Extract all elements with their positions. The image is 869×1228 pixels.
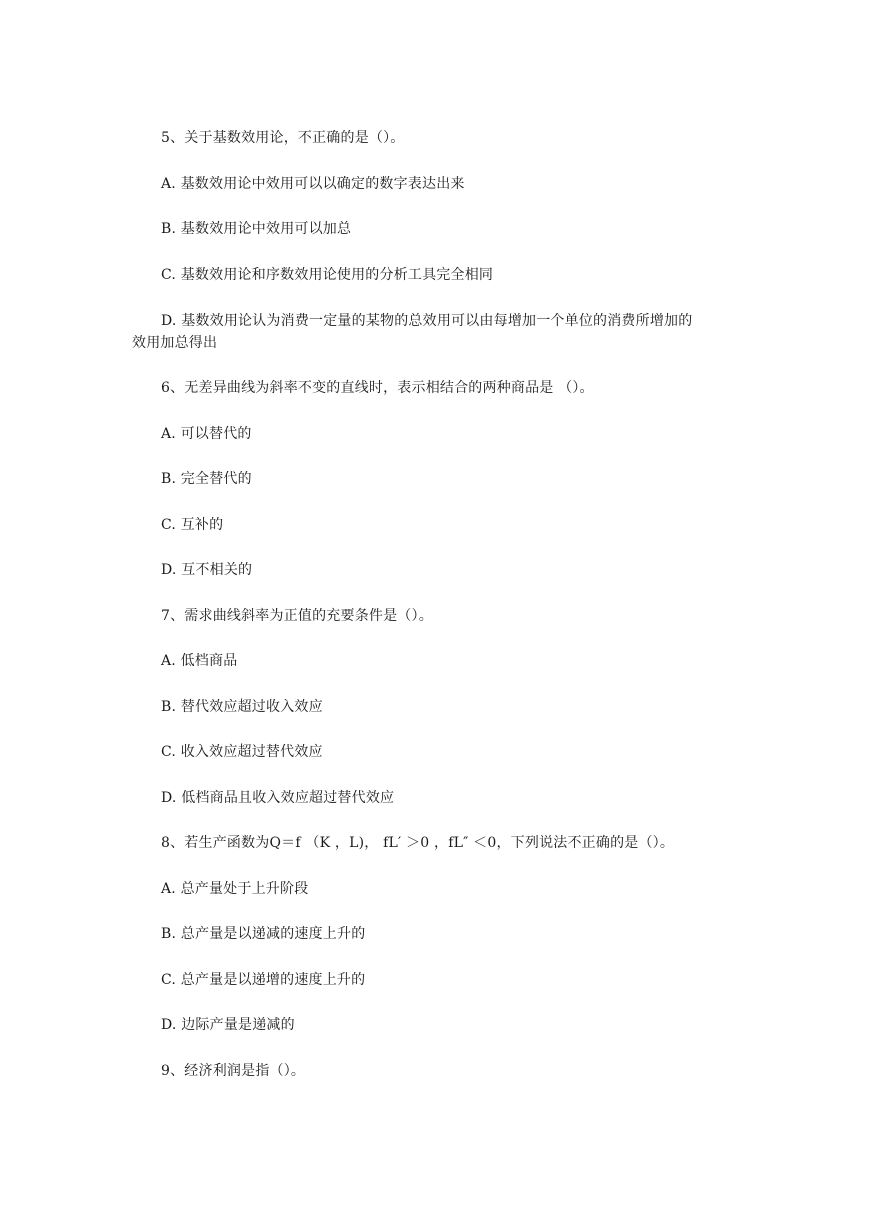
question-8-option-c: C. 总产量是以递增的速度上升的 <box>161 972 366 988</box>
question-7-option-d: D. 低档商品且收入效应超过替代效应 <box>161 790 395 806</box>
question-7-option-c: C. 收入效应超过替代效应 <box>161 744 323 760</box>
question-8-option-b: B. 总产量是以递减的速度上升的 <box>161 926 366 942</box>
question-5-option-b: B. 基数效用论中效用可以加总 <box>161 221 352 237</box>
question-5-option-d-continuation: 效用加总得出 <box>132 335 218 351</box>
question-5-option-a: A. 基数效用论中效用可以以确定的数字表达出来 <box>161 176 465 192</box>
question-7-stem: 7、需求曲线斜率为正值的充要条件是（）。 <box>161 608 433 624</box>
question-5-stem: 5、关于基数效用论，不正确的是（）。 <box>161 130 405 146</box>
question-6-stem: 6、无差异曲线为斜率不变的直线时，表示相结合的两种商品是 （）。 <box>161 380 594 396</box>
question-8-stem: 8、若生产函数为Q＝f （K ，L)， fL′ ＞0 ，fL″ ＜0，下列说法不正确的是（）。 <box>161 835 675 851</box>
question-6-option-d: D. 互不相关的 <box>161 562 253 578</box>
question-7-option-b: B. 替代效应超过收入效应 <box>161 699 323 715</box>
question-8-option-d: D. 边际产量是递减的 <box>161 1017 295 1033</box>
question-6-option-b: B. 完全替代的 <box>161 471 252 487</box>
question-7-option-a: A. 低档商品 <box>161 653 238 669</box>
question-6-option-c: C. 互补的 <box>161 517 224 533</box>
question-9-stem: 9、经济利润是指（）。 <box>161 1063 306 1079</box>
question-6-option-a: A. 可以替代的 <box>161 426 252 442</box>
question-5-option-c: C. 基数效用论和序数效用论使用的分析工具完全相同 <box>161 267 494 283</box>
question-5-option-d: D. 基数效用论认为消费一定量的某物的总效用可以由每增加一个单位的消费所增加的 <box>161 313 693 329</box>
question-8-option-a: A. 总产量处于上升阶段 <box>161 881 309 897</box>
